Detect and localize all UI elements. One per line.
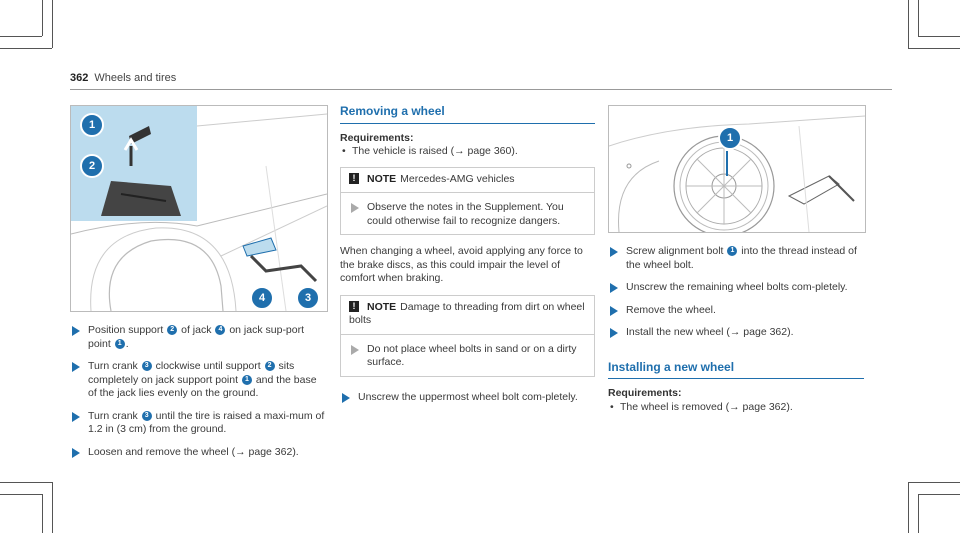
step-arrow-icon — [610, 328, 618, 338]
requirements-label: Requirements: — [608, 387, 682, 399]
section-title: Removing a wheel — [340, 105, 595, 124]
instruction-step: Position support 2 of jack 4 on jack sup-port point 1 . — [70, 324, 328, 351]
note-box — [340, 295, 595, 377]
requirement-item: • The vehicle is raised (→ page 360). — [340, 145, 595, 159]
crop-mark — [908, 482, 960, 483]
step-arrow-icon — [72, 412, 80, 422]
crop-mark — [908, 48, 960, 49]
callout-1: 1 — [80, 113, 104, 137]
section-title: Installing a new wheel — [608, 361, 864, 380]
callout-1: 1 — [718, 126, 742, 150]
warning-icon: ! — [349, 173, 359, 184]
crop-mark — [0, 48, 52, 49]
note-step: Do not place wheel bolts in sand or on a dirty surface. — [349, 343, 586, 370]
instruction-step: Unscrew the remaining wheel bolts com-pletely. — [608, 281, 864, 295]
callout-4: 4 — [250, 286, 274, 310]
middle-column — [340, 105, 595, 413]
step-arrow-icon — [351, 345, 359, 355]
step-arrow-icon — [610, 306, 618, 316]
note-label: NOTE — [367, 172, 397, 185]
callout-3: 3 — [296, 286, 320, 310]
crop-mark — [0, 494, 42, 495]
crop-mark — [52, 482, 53, 533]
page-link[interactable]: → page 362 — [235, 445, 293, 458]
requirement-item: • The wheel is removed (→ page 362). — [608, 401, 864, 415]
instruction-step: Loosen and remove the wheel (→ page 362). — [70, 446, 328, 460]
instruction-step: Turn crank 3 clockwise until support 2 sits completely on jack support point 1 and the base of the jack lies evenly on the ground. — [70, 360, 328, 401]
crop-mark — [918, 494, 919, 533]
crop-mark — [52, 0, 53, 48]
crop-mark — [918, 36, 960, 37]
wheel-illustration — [609, 106, 865, 232]
step-arrow-icon — [72, 326, 80, 336]
page-header — [70, 72, 176, 84]
note-box — [340, 167, 595, 236]
requirements-label: Requirements: — [340, 131, 414, 144]
step-arrow-icon — [72, 362, 80, 372]
warning-icon: ! — [349, 301, 359, 312]
step-arrow-icon — [610, 247, 618, 257]
body-paragraph: When changing a wheel, avoid applying any force to the brake discs, as this could impair the level of comfort when braking. — [340, 245, 583, 284]
section-name: Wheels and tires — [94, 72, 177, 84]
note-step: Observe the notes in the Supplement. You could otherwise fail to recognize dangers. — [349, 201, 586, 228]
crop-mark — [908, 482, 909, 533]
left-column — [70, 105, 328, 468]
instruction-step: Unscrew the uppermost wheel bolt com-pletely. — [340, 391, 595, 405]
crop-mark — [0, 36, 42, 37]
right-column — [608, 105, 864, 414]
crop-mark — [918, 0, 919, 36]
crop-mark — [42, 494, 43, 533]
step-arrow-icon — [72, 448, 80, 458]
step-arrow-icon — [610, 283, 618, 293]
header-rule — [70, 89, 892, 90]
jack-figure — [70, 105, 328, 312]
instruction-step: Turn crank 3 until the tire is raised a maxi-mum of 1.2 in (3 cm) from the ground. — [70, 410, 328, 437]
note-title: Mercedes-AMG vehicles — [400, 172, 515, 185]
note-label: NOTE — [367, 300, 397, 313]
note-title: Damage to threading from dirt on wheel bolts — [349, 300, 585, 326]
instruction-step: Screw alignment bolt 1 into the thread instead of the wheel bolt. — [608, 245, 864, 272]
page-number: 362 — [70, 72, 89, 84]
step-arrow-icon — [342, 393, 350, 403]
jack-illustration — [71, 106, 327, 311]
crop-mark — [918, 494, 960, 495]
crop-mark — [908, 0, 909, 48]
instruction-step: Remove the wheel. — [608, 304, 864, 318]
page-link[interactable]: → page 362 — [729, 326, 788, 338]
instruction-step: Install the new wheel (→ page 362). — [608, 326, 864, 340]
crop-mark — [42, 0, 43, 36]
callout-2: 2 — [80, 154, 104, 178]
step-arrow-icon — [351, 203, 359, 213]
wheel-figure — [608, 105, 866, 233]
crop-mark — [0, 482, 52, 483]
